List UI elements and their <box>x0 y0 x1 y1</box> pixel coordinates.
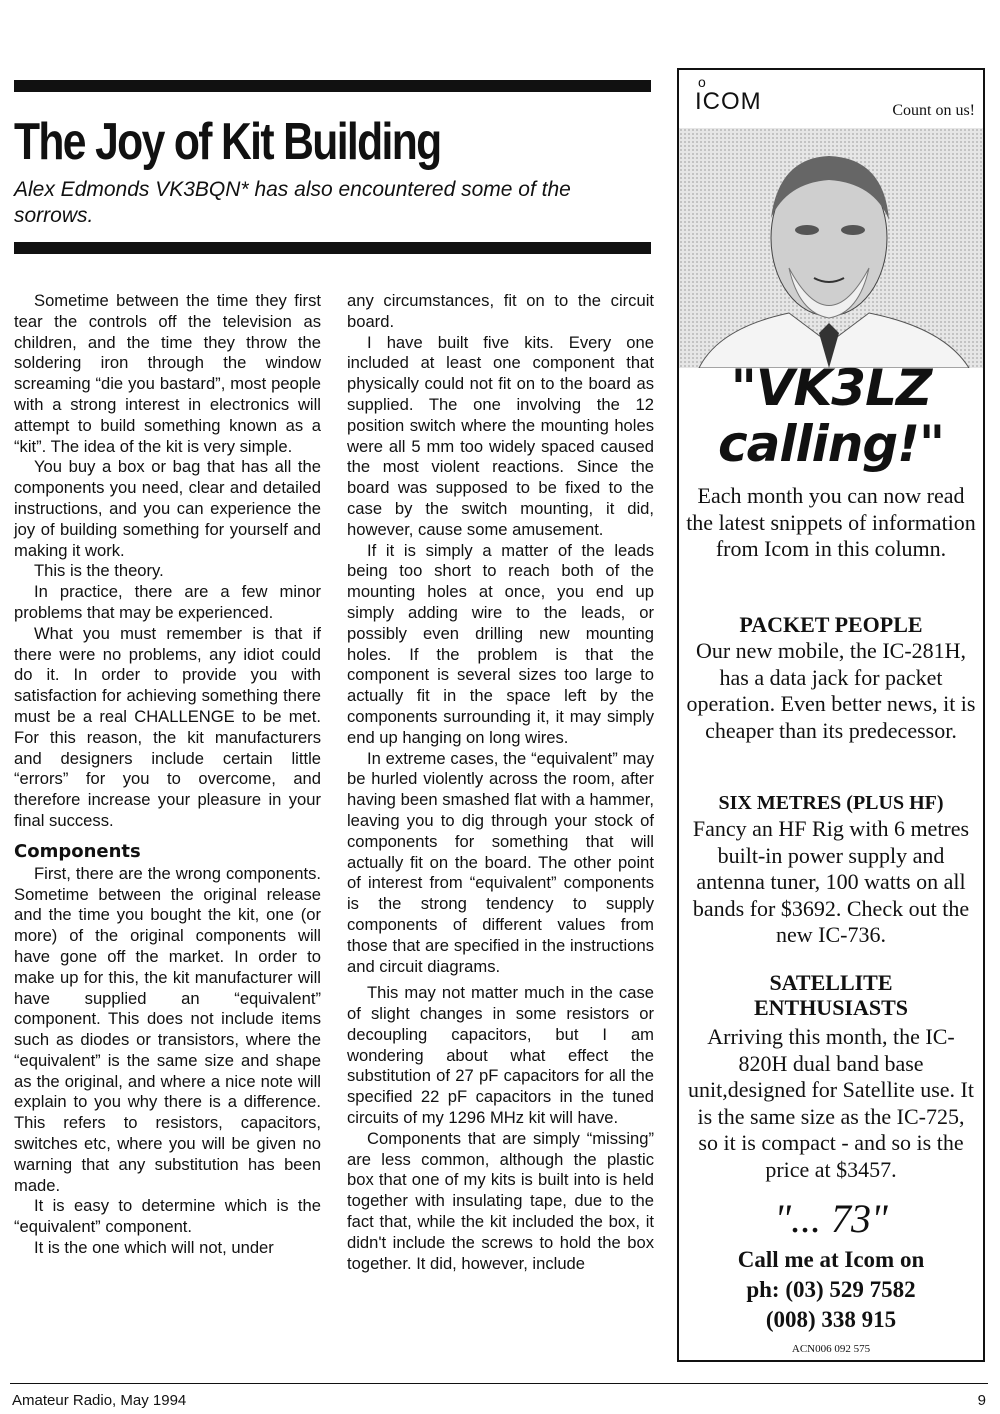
ad-headline <box>679 360 983 472</box>
paragraph: First, there are the wrong components. Sometime between the original release and the time you bought the kit, one (or more) of the original components will have gone off the market. In order to make up for this, the kit manufacturer will have supplied an “equivalent” component. This does not include items such as diodes or transistors, where the “equivalent” is the same size and shape as the original, and where a nice note will explain to you why there is a difference. This refers to resistors, capacitors, switches etc, where you will be given no warning that any substitution has been made. <box>14 863 321 1195</box>
satellite-heading-2: ENTHUSIASTS <box>753 995 909 1020</box>
contact-free-call: (008) 338 915 <box>765 1307 897 1332</box>
footer-page-number: 9 <box>977 1392 986 1409</box>
packet-heading: PACKET PEOPLE <box>739 612 923 637</box>
six-metres-body: Fancy an HF Rig with 6 metres built-in power supply and antenna tuner, 100 watts on all bands for $3692. Check out the new IC-736. <box>692 816 970 947</box>
paragraph: It is easy to determine which is the “equivalent” component. <box>14 1196 321 1237</box>
ad-signoff: "... 73" <box>774 1196 888 1241</box>
paragraph: Components that are simply “missing” are less common, although the plastic box that one of my kits is built into is held together with insulating tape, due to the fact that, while the kit included the box, it didn't include the screws to hold the box together. It did, however, include <box>347 1128 654 1273</box>
headline-line-2: calling!" <box>717 415 945 473</box>
contact-line-1: Call me at Icom on <box>737 1247 925 1272</box>
paragraph: If it is simply a matter of the leads being too short to reach both of the mounting holes at once, you end up simply adding wire to the leads, or possibly even drilling new mounting holes. If the problem is that the component is several sizes too large to actually fit in the space left by the components surrounding it, it may simply end up hanging on long wires. <box>347 540 654 747</box>
paragraph: In practice, there are a few minor problems that may be experienced. <box>14 582 321 622</box>
paragraph: In extreme cases, the “equivalent” may be hurled violently across the room, after having been smashed flat with a hammer, leaving you to dig through your stock of components for something that will actually fit on the board. The other point of interest from “equivalent” components is the strong tendency to supply components of different values from those that are specified in the instructions and circuit diagrams. <box>347 748 654 976</box>
footer-rule <box>10 1383 988 1384</box>
article-title: The Joy of Kit Building <box>14 113 441 171</box>
paragraph: This may not matter much in the case of slight changes in some resistors or decoupling capacitors, but I am wondering about what effect the substitution of 27 pF capacitors for all the specified 22 pF capacitors in the tuned circuits of my 1296 MHz kit will have. <box>347 983 654 1128</box>
contact-phone: ph: (03) 529 7582 <box>746 1277 916 1302</box>
satellite-body: Arriving this month, the IC-820H dual band base unit,designed for Satellite use. It is the same size as the IC-725, so it is compact - and so is the price at $3457. <box>688 1024 974 1182</box>
six-metres-heading: SIX METRES (PLUS HF) <box>718 792 944 814</box>
presenter-photo <box>679 128 983 368</box>
headline-line-1: "VK3LZ <box>730 359 932 417</box>
paragraph: You buy a box or bag that has all the components you need, clear and detailed instructions, and you can experience the joy of building something for yourself and making it work. <box>14 457 321 560</box>
packet-body: Our new mobile, the IC-281H, has a data jack for packet operation. Even better news, it is cheaper than its predecessor. <box>686 638 976 743</box>
paragraph: It is the one which will not, under <box>34 1238 274 1258</box>
paragraph: This is the theory. <box>34 561 164 581</box>
acn-number: ACN006 092 575 <box>791 1343 871 1355</box>
ad-intro: Each month you can now read the latest snippets of information from Icom in this column. <box>686 483 976 561</box>
top-rule <box>14 80 651 92</box>
paragraph: I have built five kits. Every one included at least one component that physically could not fit on to the board as supplied. The one involving the 12 position switch where the mounting holes were all 5 mm too widely spaced caused the most violent reactions. Since the board was supposed to be fixed to the case by the switch mounting, it did, however, cause some amusement. <box>347 332 654 539</box>
paragraph: any circumstances, fit on to the circuit board. <box>347 291 654 331</box>
paragraph: What you must remember is that if there were no problems, any idiot could do it. In order to provide you with satisfaction for achieving something there must be a real CHALLENGE to be met. For this reason, the kit manufacturers and designers include certain little “errors” for you to overcome, and therefore increase your pleasure in your final success. <box>14 623 321 830</box>
paragraph: Sometime between the time they first tear the controls off the television as children, and the time they throw the soldering iron through the window screaming “die you bastard”, most people with a strong interest in electronics will attempt to build something known as a “kit”. The idea of the kit is very simple. <box>14 291 321 456</box>
icom-advertisement <box>677 68 985 1362</box>
subtitle-rule <box>14 242 651 254</box>
article-column-2 <box>347 291 654 1274</box>
satellite-heading-1: SATELLITE <box>769 970 893 995</box>
ad-slogan: Count on us! <box>892 102 975 119</box>
footer-publication: Amateur Radio, May 1994 <box>12 1392 187 1409</box>
icom-logo-mark: o <box>698 74 706 90</box>
section-heading-components: Components <box>14 840 141 862</box>
article-subtitle: Alex Edmonds VK3BQN* has also encountered some of the sorrows. <box>14 178 571 227</box>
icom-logo: ICOM <box>695 88 762 115</box>
article-column-1 <box>14 291 321 1259</box>
